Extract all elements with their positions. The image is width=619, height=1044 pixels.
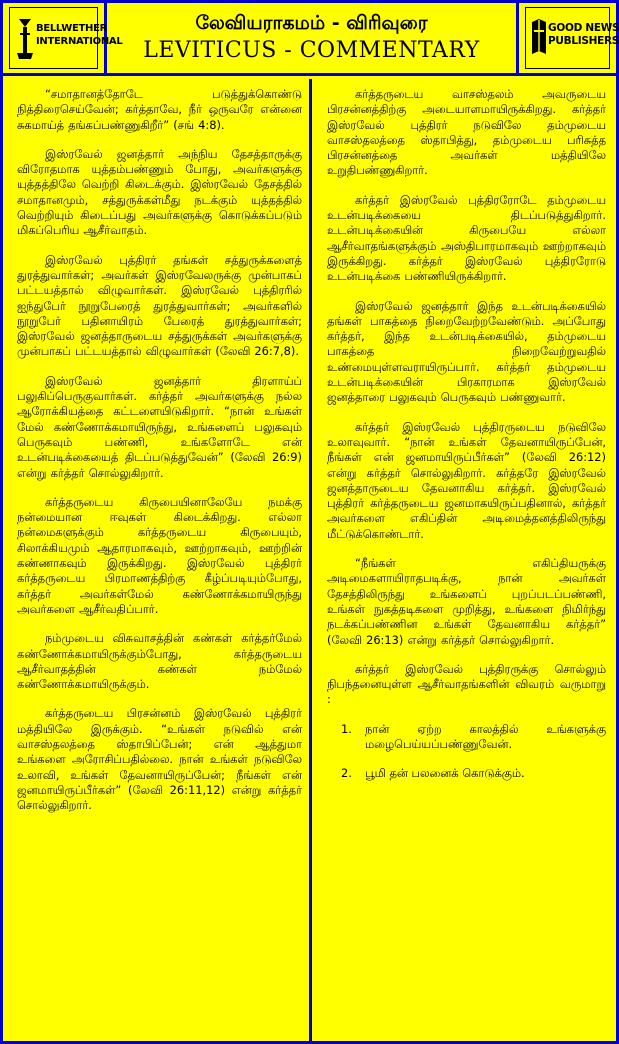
left-column — [3, 79, 310, 1041]
paragraph: கர்த்தருடைய வாசஸ்தலம் அவருடைய பிரசன்னத்திற்கு அடையாளமாயிருக்கிறது. கர்த்தர் இஸ்ரவேல் புத்திரர் நடுவிலே தம்முடைய வாசஸ்தலத்தை ஸ்தாபித்து, தம்முடைய பரிசுத்த பிரசன்னத்தை அவர்கள் மத்தியிலே உறுதிபண்ணுகிறார். — [327, 87, 606, 178]
right-logo-line1: GOOD NEWS — [548, 22, 619, 34]
paragraph: “சமாதானத்தோடே படுத்துக்கொண்டு நித்திரைசெய்வேன்; கர்த்தாவே, நீர் ஒருவரே என்னை சுகமாய்த் தங்கப்பண்ணுகிறீர்” (சங் 4:8). — [17, 87, 302, 132]
list-item-number: 2. — [341, 766, 352, 781]
paragraph: கர்த்தர் இஸ்ரவேல் புத்திரருக்கு சொல்லும் நிபந்தனையுள்ள ஆசீர்வாதங்களின் விவரம் வருமாறு : — [327, 661, 606, 707]
blessings-list — [327, 722, 606, 782]
list-item — [327, 766, 606, 781]
header — [3, 3, 619, 76]
paragraph: இஸ்ரவேல் ஜனத்தார் அந்நிய தேசத்தாருக்கு விரோதமாக யுத்தம்பண்ணும் போது, அவர்களுக்கு யுத்தத்திலே வெற்றி கிடைக்கும். இஸ்ரவேல் தேசத்தில் சமாதானமும், சத்துருக்கள்மீது நடக்கும் யுத்தத்தில் வெற்றியும் கிடைப்பது அவர்களுக்கு கொடுக்கப்படும் மிகப்பெரிய ஆசீர்வாதம். — [17, 146, 302, 238]
list-item — [327, 722, 606, 753]
list-item-text: நான் ஏற்ற காலத்தில் உங்களுக்கு மழைபெய்யப்பண்ணுவேன். — [365, 721, 606, 751]
page-title — [107, 3, 516, 73]
paragraph: இஸ்ரவேல் ஜனத்தார் இந்த உடன்படிக்கையில் தங்கள் பாகத்தை நிறைவேற்றவேண்டும். அப்போது கர்த்தர், இந்த உடன்படிக்கையில், தம்முடைய பாகத்தை நிறைவேற்றுவதில் உண்மையுள்ளவராயிருப்பார். கர்த்தர் தம்முடைய உடன்படிக்கையின் பிரகாரமாக இஸ்ரவேல் ஜனத்தாரை பலுகவும் பெருகவும் பண்ணுவார். — [327, 298, 606, 405]
paragraph: கர்த்தர் இஸ்ரவேல் புத்திரருடைய நடுவிலே உலாவுவார். “நான் உங்கள் தேவனாயிருப்பேன், நீங்கள் என் ஜனமாயிருப்பீர்கள்” (லேவி 26:12) என்று கர்த்தர் சொல்லுகிறார். கர்த்தரே இஸ்ரவேல் ஜனத்தாருடைய தேவனாகிய கர்த்தர். இஸ்ரவேல் புத்திரர் கர்த்தருடைய ஜனமாகயிருப்பதினால், கர்த்தர் அவர்களை எகிப்தின் அடிமைத்தனத்திலிருந்து மீட்டுக்கொண்டார். — [327, 419, 606, 541]
title-english: LEVITICUS - COMMENTARY — [143, 38, 480, 63]
paragraph: இஸ்ரவேல் புத்திரர் தங்கள் சத்துருக்களைத் துரத்துவார்கள்; அவர்கள் இஸ்ரவேலருக்கு முன்பாகப் பட்டயத்தால் விழுவார்கள். இஸ்ரவேல் புத்திரரில் ஐந்துபேர் நூறுபேரைத் துரத்துவார்கள்; அவர்களில் நூறுபேர் பதினாயிரம் பேரைத் துரத்துவார்கள்; இஸ்ரவேல் ஜனத்தாருடைய சத்துருக்கள் அவர்களுக்கு முன்பாகப் பட்டயத்தால் விழுவார்கள் (லேவி 26:7,8). — [17, 252, 302, 359]
paragraph: கர்த்தருடைய பிரசன்னம் இஸ்ரவேல் புத்திரர் மத்தியிலே இருக்கும். “உங்கள் நடுவில் என் வாசஸ்தலத்தை ஸ்தாபிப்பேன்; என் ஆத்துமா உங்களை அரோசிப்பதில்லை. நான் உங்கள் நடுவிலே உலாவி, உங்கள் தேவனாயிருப்பேன்; நீங்கள் என் ஜனமாயிருப்பீர்கள்” (லேவி 26:11,12) என்று கர்த்தர் சொல்லுகிறார். — [17, 706, 302, 813]
list-item-number: 1. — [341, 721, 352, 736]
paragraph: நம்முடைய விசுவாசத்தின் கண்கள் கர்த்தர்மேல் கண்ணோக்கமாயிருக்கும்போது, கர்த்தருடைய ஆசீர்வாதத்தின் கண்கள் நம்மேல் கண்ணோக்கமாயிருக்கும். — [17, 631, 302, 692]
paragraph: கர்த்தருடைய கிருபையினாலேயே நமக்கு நன்மையான ஈவுகள் கிடைக்கிறது. எல்லா நன்மைகளுக்கும் கர்த்தருடைய கிருபையும், சிலாக்கியமும் ஆதாரமாகவும், ஊற்றாகவும், ஊற்றின் கண்ணாகவும் இருக்கிறது. இஸ்ரவேல் புத்திரர் கர்த்தருடைய பிரமாணத்திற்கு கீழ்ப்படியும்போது, கர்த்தர் அவர்கள்மேல் கண்ணோக்கமாயிருந்து அவர்களை ஆசீர்வதிப்பார். — [17, 494, 302, 616]
right-logo-line2: PUBLISHERS — [548, 35, 619, 47]
title-tamil: லேவியராகமம் - விரிவுரை — [195, 12, 428, 34]
paragraph: கர்த்தர் இஸ்ரவேல் புத்திரரோடே தம்முடைய உடன்படிக்கையை திடப்படுத்துகிறார். உடன்படிக்கையின் கிருபையே எல்லா ஆசீர்வாதங்களுக்கும் அஸ்திபாரமாகவும் ஊற்றாகவும் இருக்கிறது. கர்த்தர் இஸ்ரவேல் புத்திரரோடு உடன்படிக்கை பண்ணியிருக்கிறார். — [327, 192, 606, 284]
book-emblem-icon — [530, 16, 548, 60]
bellwether-logo — [3, 3, 123, 73]
right-column — [313, 79, 616, 1041]
list-item-text: பூமி தன் பலனைக் கொடுக்கும். — [365, 766, 525, 781]
bellwether-emblem-icon — [16, 17, 34, 61]
left-logo-line2: INTERNATIONAL — [36, 36, 123, 47]
good-news-logo — [516, 3, 619, 73]
left-logo-line1: BELLWETHER — [36, 23, 108, 34]
paragraph: “நீங்கள் எகிப்தியருக்கு அடிமைகளாயிராதபடிக்கு, நான் அவர்கள் தேசத்திலிருந்து உங்களைப் புறப்படப்பண்ணி, உங்கள் நுகத்தடிகளை முறித்து, உங்களை நிமிர்ந்து நடக்கப்பண்ணின உங்கள் தேவனாகிய கர்த்தர்” (லேவி 26:13) என்று கர்த்தர் சொல்லுகிறார். — [327, 556, 606, 647]
paragraph: இஸ்ரவேல் ஜனத்தார் திரளாய்ப் பலுகிப்பெருகுவார்கள். கர்த்தர் அவர்களுக்கு நல்ல ஆரோக்கியத்தை கட்டளையிடுகிறார். “நான் உங்கள் மேல் கண்ணோக்கமாயிருந்து, உங்களைப் பலுகவும் பெருகவும் பண்ணி, உங்களோடே என் உடன்படிக்கையைத் திடப்படுத்துவேன்” (லேவி 26:9) என்று கர்த்தர் சொல்லுகிறார். — [17, 373, 302, 480]
